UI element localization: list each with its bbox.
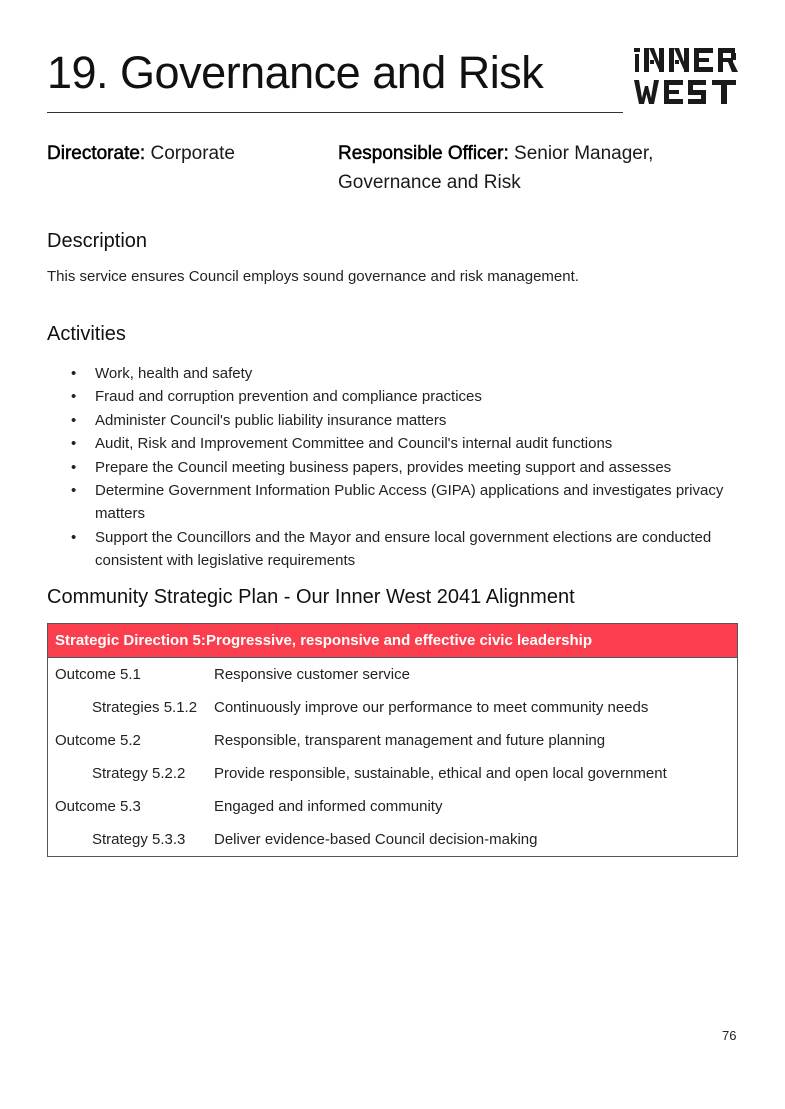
officer-value-line1: Senior Manager,: [514, 143, 654, 164]
inner-west-logo: [632, 46, 742, 106]
row-label: Outcome 5.3: [55, 798, 141, 815]
list-item: • Prepare the Council meeting business papers, provides meeting support and assesses: [47, 456, 737, 479]
table-row: [48, 691, 737, 724]
row-value: Continuously improve our performance to meet community needs: [214, 699, 649, 716]
row-value: Responsive customer service: [214, 666, 410, 683]
row-value: Deliver evidence-based Council decision-making: [214, 831, 538, 848]
table-row: [48, 757, 737, 790]
table-row: [48, 790, 737, 823]
csp-alignment-table: [47, 623, 738, 857]
list-item: • Determine Government Information Public Access (GIPA) applications and investigates privacy matters: [47, 479, 737, 526]
page-number: 76: [722, 1028, 737, 1043]
row-value: Provide responsible, sustainable, ethical and open local government: [214, 765, 667, 782]
row-label: Outcome 5.1: [55, 666, 141, 683]
description-text: This service ensures Council employs sound governance and risk management.: [47, 268, 579, 285]
activities-heading: Activities: [47, 323, 126, 345]
title-divider: [47, 112, 623, 113]
directorate-label: Directorate:: [47, 143, 146, 164]
table-row: [48, 658, 737, 691]
activities-list: [47, 362, 737, 573]
directorate-value: Corporate: [150, 143, 235, 164]
row-label: Strategies 5.1.2: [92, 699, 198, 716]
officer-value-line2: Governance and Risk: [338, 172, 521, 193]
directorate: [47, 139, 235, 168]
officer-label: Responsible Officer:: [338, 143, 509, 164]
list-item: • Support the Councillors and the Mayor and ensure local government elections are conducted consistent with legislative requirements: [47, 526, 737, 573]
list-item: • Work, health and safety: [47, 362, 737, 385]
row-label: Outcome 5.2: [55, 732, 141, 749]
row-value: Responsible, transparent management and future planning: [214, 732, 606, 749]
responsible-officer: [338, 139, 738, 197]
list-item: • Audit, Risk and Improvement Committee and Council's internal audit functions: [47, 432, 737, 455]
list-item: • Administer Council's public liability insurance matters: [47, 409, 737, 432]
description-heading: Description: [47, 230, 148, 252]
strategic-direction-value: Progressive, responsive and effective civic leadership: [206, 632, 593, 649]
strategic-direction-label: Strategic Direction 5:: [55, 632, 206, 649]
page-title: 19. Governance and Risk: [47, 47, 544, 98]
row-label: Strategy 5.3.3: [92, 831, 186, 848]
table-row: [48, 724, 737, 757]
row-label: Strategy 5.2.2: [92, 765, 186, 782]
list-item: • Fraud and corruption prevention and compliance practices: [47, 385, 737, 408]
table-row: [48, 823, 737, 856]
csp-heading: Community Strategic Plan - Our Inner West 2041 Alignment: [47, 586, 575, 608]
row-value: Engaged and informed community: [214, 798, 443, 815]
table-header-row: [48, 624, 737, 658]
